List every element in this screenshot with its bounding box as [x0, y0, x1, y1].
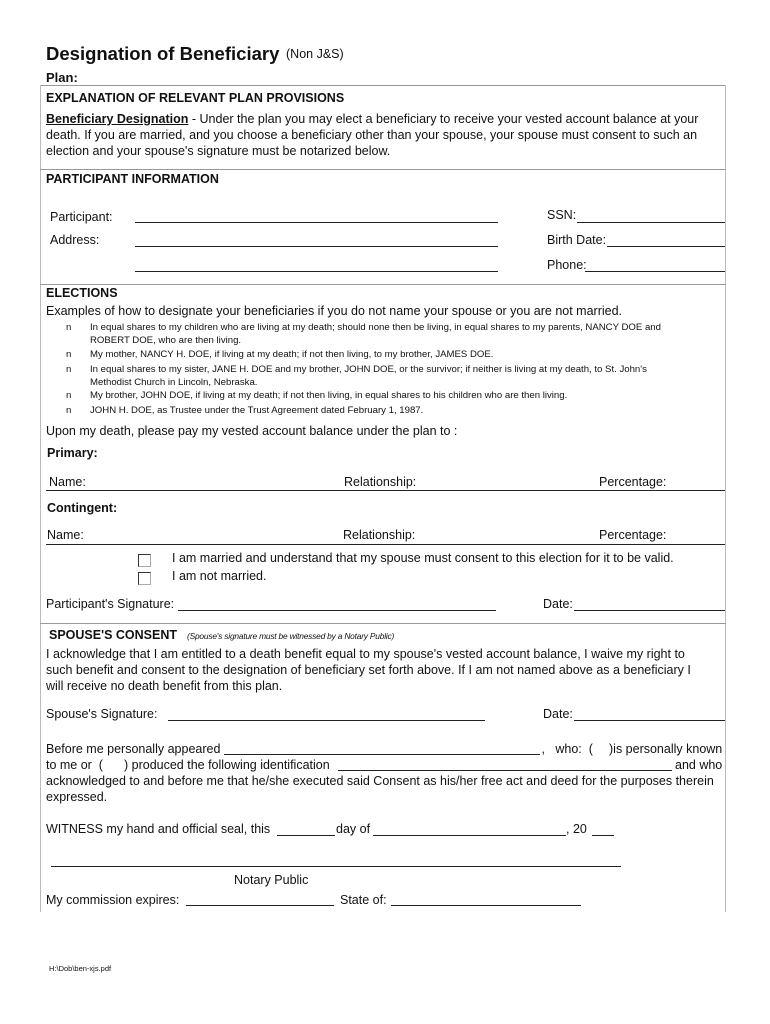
acknowledged-line-1: acknowledged to and before me that he/she executed said Consent as his/her free act and deed for the purposes therein: [46, 774, 714, 788]
example-1-line-2: ROBERT DOE, who are then living.: [90, 335, 242, 346]
section-divider: [40, 623, 726, 624]
birth-date-field[interactable]: [607, 246, 725, 247]
primary-percentage-label: Percentage:: [599, 475, 667, 489]
example-5-line-1: JOHN H. DOE, as Trustee under the Trust Agreement dated February 1, 1987.: [90, 405, 424, 416]
state-of-field[interactable]: [391, 905, 581, 906]
bullet-marker: n: [66, 405, 72, 416]
appeared-who-label: , who: (: [538, 742, 593, 756]
participant-heading: PARTICIPANT INFORMATION: [46, 172, 219, 186]
not-married-checkbox[interactable]: [138, 572, 151, 585]
address-label: Address:: [50, 233, 100, 247]
bullet-marker: n: [66, 322, 72, 333]
bullet-marker: n: [66, 390, 72, 401]
witness-label: WITNESS my hand and official seal, this: [46, 822, 271, 836]
commission-expires-field[interactable]: [186, 905, 334, 906]
explanation-text: [46, 111, 718, 160]
primary-beneficiary-field[interactable]: [46, 490, 725, 491]
participant-date-field[interactable]: [574, 610, 725, 611]
notary-public-label: Notary Public: [234, 873, 309, 887]
notary-signature-field[interactable]: [51, 866, 621, 867]
and-who-label: and who: [675, 758, 723, 772]
ssn-label: SSN:: [547, 208, 577, 222]
file-path: H:\Dob\ben-xjs.pdf: [49, 964, 112, 973]
page-subtitle: (Non J&S): [286, 47, 344, 61]
identification-field[interactable]: [338, 770, 672, 771]
contingent-beneficiary-field[interactable]: [46, 544, 725, 545]
spouse-line-1: I acknowledge that I am entitled to a death benefit equal to my spouse's vested account balance, I waive my right to: [46, 647, 685, 661]
spouse-signature-label: Spouse's Signature:: [46, 707, 158, 721]
spouse-signature-field[interactable]: [168, 720, 485, 721]
state-of-label: State of:: [340, 893, 387, 907]
example-1-line-1: In equal shares to my children who are living at my death; should none then be living, in equal shares to my parents, NANCY DOE and: [90, 322, 661, 333]
not-married-option-label: I am not married.: [172, 569, 267, 583]
ssn-field[interactable]: [577, 222, 725, 223]
page-title: Designation of Beneficiary: [46, 43, 280, 64]
example-item: [90, 321, 726, 334]
bullet-marker: n: [66, 364, 72, 375]
elections-intro: Examples of how to designate your beneficiaries if you do not name your spouse or you are not married.: [46, 304, 623, 318]
witness-day-field[interactable]: [277, 835, 335, 836]
address-line-2-field[interactable]: [135, 271, 498, 272]
section-divider: [40, 284, 726, 285]
address-line-1-field[interactable]: [135, 246, 498, 247]
form-left-border: [40, 85, 41, 912]
section-divider: [40, 169, 726, 170]
elections-heading: ELECTIONS: [46, 286, 118, 300]
contingent-relationship-label: Relationship:: [343, 528, 416, 542]
primary-name-label: Name:: [49, 475, 86, 489]
witness-year-field[interactable]: [592, 835, 614, 836]
spouse-consent-text: [46, 646, 721, 695]
married-option-label: I am married and understand that my spouse must consent to this election for it to be valid.: [172, 551, 674, 565]
participant-name-field[interactable]: [135, 222, 498, 223]
to-me-label: to me or (: [46, 758, 103, 772]
example-3-line-1: In equal shares to my sister, JANE H. DOE and my brother, JOHN DOE, or the survivor; if neither is living at my death, to St. John's: [90, 364, 647, 375]
primary-relationship-label: Relationship:: [344, 475, 417, 489]
married-checkbox[interactable]: [138, 554, 151, 567]
appeared-name-field[interactable]: [224, 754, 540, 755]
participant-signature-label: Participant's Signature:: [46, 597, 175, 611]
contingent-label: Contingent:: [47, 501, 118, 515]
year-prefix-label: , 20: [566, 822, 587, 836]
day-of-label: day of: [336, 822, 371, 836]
explanation-line-1: - Under the plan you may elect a beneficiary to receive your vested account balance at your: [188, 112, 699, 126]
primary-label: Primary:: [47, 446, 98, 460]
spouse-date-label: Date:: [543, 707, 573, 721]
participant-date-label: Date:: [543, 597, 573, 611]
phone-label: Phone:: [547, 258, 587, 272]
beneficiary-designation-term: Beneficiary Designation: [46, 112, 189, 126]
form-right-border: [725, 85, 726, 912]
acknowledged-line-2: expressed.: [46, 790, 108, 804]
bullet-marker: n: [66, 349, 72, 360]
participant-signature-field[interactable]: [178, 610, 496, 611]
example-4-line-1: My brother, JOHN DOE, if living at my death; if not then living, in equal shares to his children who are then living.: [90, 390, 568, 401]
commission-expires-label: My commission expires:: [46, 893, 180, 907]
participant-label: Participant:: [50, 210, 113, 224]
contingent-name-label: Name:: [47, 528, 84, 542]
example-2-line-1: My mother, NANCY H. DOE, if living at my death; if not then living, to my brother, JAMES DOE.: [90, 349, 494, 360]
explanation-line-2: death. If you are married, and you choose a beneficiary other than your spouse, your spouse must consent to such an: [46, 128, 698, 143]
upon-death-text: Upon my death, please pay my vested account balance under the plan to :: [46, 424, 458, 438]
spouse-date-field[interactable]: [574, 720, 725, 721]
contingent-percentage-label: Percentage:: [599, 528, 667, 542]
plan-label: Plan:: [46, 70, 78, 85]
spouse-consent-note: (Spouse's signature must be witnessed by a Notary Public): [187, 631, 395, 641]
produced-identification-label: ) produced the following identification: [124, 758, 330, 772]
spouse-line-3: will receive no death benefit from this plan.: [46, 679, 283, 694]
spouse-consent-heading: SPOUSE'S CONSENT: [49, 628, 177, 642]
appeared-label: Before me personally appeared: [46, 742, 221, 756]
phone-field[interactable]: [585, 271, 725, 272]
witness-month-field[interactable]: [373, 835, 566, 836]
spouse-line-2: such benefit and consent to the designation of beneficiary set forth above. If I am not named above as a beneficiary I: [46, 663, 691, 678]
form-top-border: [40, 85, 726, 86]
example-3-line-2: Methodist Church in Lincoln, Nebraska.: [90, 377, 258, 388]
personally-known-label: )is personally known: [609, 742, 723, 756]
explanation-line-3: election and your spouse's signature must be notarized below.: [46, 144, 391, 159]
birth-date-label: Birth Date:: [547, 233, 607, 247]
explanation-heading: EXPLANATION OF RELEVANT PLAN PROVISIONS: [46, 91, 345, 105]
